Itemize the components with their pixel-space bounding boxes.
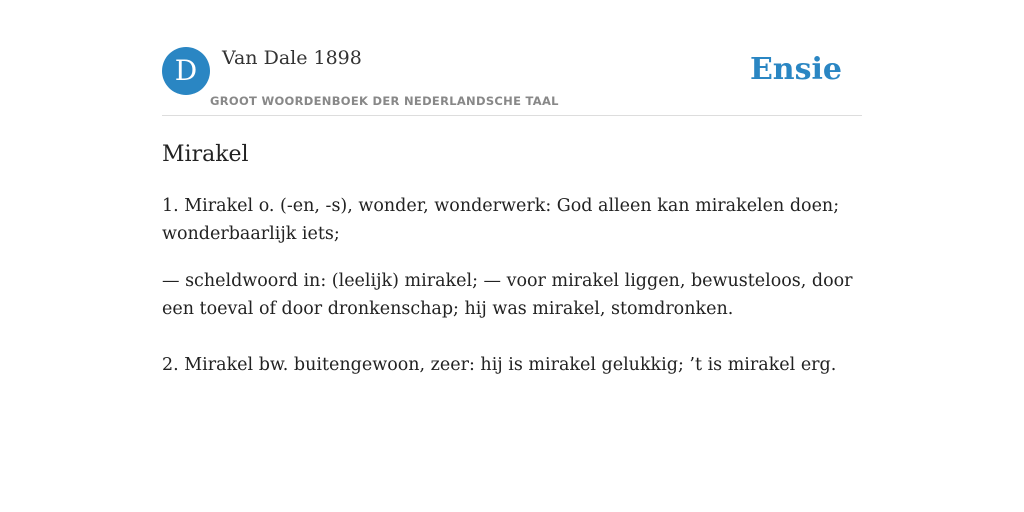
source-header xyxy=(162,0,862,116)
definition-paragraph: 2. Mirakel bw. buitengewoon, zeer: hij is mirakel gelukkig; ’t is mirakel erg. xyxy=(162,355,837,375)
entry-title: Mirakel xyxy=(162,142,249,167)
definition-paragraph: — scheldwoord in: (leelijk) mirakel; — voor mirakel liggen, bewusteloos, door een toeval of door dronkenschap; hij was mirakel, stomdronken. xyxy=(162,271,853,319)
source-title[interactable]: Van Dale 1898 xyxy=(222,47,362,69)
page-container xyxy=(162,0,862,512)
source-logo-badge[interactable]: D xyxy=(162,47,210,95)
definition-paragraph: 1. Mirakel o. (-en, -s), wonder, wonderwerk: God alleen kan mirakelen doen; wonderbaarlijk iets; xyxy=(162,196,840,244)
brand-logo[interactable]: Ensie xyxy=(749,52,842,87)
source-subtitle: GROOT WOORDENBOEK DER NEDERLANDSCHE TAAL xyxy=(210,94,559,108)
